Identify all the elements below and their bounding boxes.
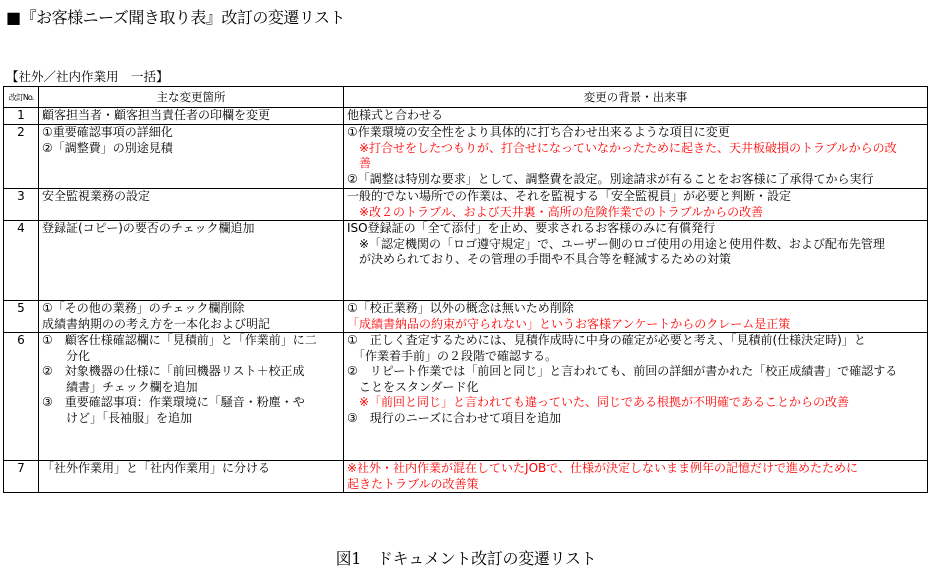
background-line: ①「校正業務」以外の概念は無いため削除: [347, 301, 574, 315]
figure-caption: 図1 ドキュメント改訂の変遷リスト: [335, 549, 597, 568]
change-cell: [39, 333, 344, 461]
table-row: [4, 461, 928, 493]
change-line: ① 顧客仕様確認欄に「見積前」と「作業前」に二: [42, 333, 317, 347]
revision-number: 2: [4, 125, 39, 189]
background-line: 他様式と合わせる: [347, 108, 444, 122]
background-line: ③ 現行のニーズに合わせて項目を追加: [347, 410, 562, 425]
background-cell: [344, 333, 928, 461]
change-cell: [39, 301, 344, 333]
table-header-row: [4, 87, 928, 108]
change-cell: [39, 189, 344, 221]
change-line: 安全監視業務の設定: [42, 189, 151, 203]
change-line: 成績書納期のの考え方を一本化および明記: [42, 316, 271, 331]
background-line: 「成績書納品の約束が守られない」というお客様アンケートからのクレーム是正策: [347, 316, 791, 331]
change-line: ①「その他の業務」のチェック欄削除: [42, 301, 245, 315]
background-line: ISO登録証の「全て添付」を止め、要求されるお客様のみに有償発行: [347, 221, 716, 235]
change-line: 登録証(コピー)の要否のチェック欄追加: [42, 221, 255, 235]
table-row: [4, 221, 928, 301]
table-row: [4, 108, 928, 125]
background-line: 一般的でない場所での作業は、それを監視する「安全監視員」が必要と判断・設定: [347, 189, 792, 203]
background-line: ② リピート作業では「前回と同じ」と言われても、前回の詳細が書かれた「校正成績書」で確認する: [347, 364, 898, 378]
change-cell: [39, 461, 344, 493]
table-row: [4, 189, 928, 221]
background-cell: [344, 108, 928, 125]
change-cell: [39, 125, 344, 189]
table-subtitle: 【社外／社内作業用 一括】: [6, 69, 169, 84]
background-line: ※改２のトラブル、および天井裏・高所の危険作業でのトラブルからの改善: [347, 204, 764, 219]
revision-number: 4: [4, 221, 39, 301]
change-line: ③ 重要確認事項：作業環境に「騒音・粉塵・や: [42, 395, 305, 409]
background-line: ※打合せをしたつもりが、打合せになっていなかったために起きた、天井板破損のトラブルからの改: [347, 140, 897, 155]
change-line: 「社外作業用」と「社内作業用」に分ける: [42, 461, 271, 475]
background-line: ① 正しく査定するためには、見積作成時に中身の確定が必要と考え、「見積前(仕様決定時)」と: [347, 333, 866, 347]
change-cell: [39, 108, 344, 125]
revision-number: 5: [4, 301, 39, 333]
header-revision-no: 改訂No.: [4, 87, 39, 108]
revision-number: 1: [4, 108, 39, 125]
document-title: ■『お客様ニーズ聞き取り表』改訂の変遷リスト: [6, 8, 345, 27]
change-line: ②「調整費」の別途見積: [42, 140, 173, 155]
table-row: [4, 125, 928, 189]
revision-table: [3, 86, 928, 493]
background-line: 善: [347, 156, 372, 170]
background-cell: [344, 301, 928, 333]
background-line: ことをスタンダード化: [347, 379, 479, 394]
background-line: ※「前回と同じ」と言われても違っていた、同じである根拠が不明確であることからの改善: [347, 395, 850, 409]
background-cell: [344, 125, 928, 189]
background-line: 起きたトラブルの改善策: [347, 476, 479, 491]
background-cell: [344, 189, 928, 221]
background-line: 「作業着手前」の２段階で確認する。: [347, 348, 558, 363]
background-cell: [344, 461, 928, 493]
background-line: ※社外・社内作業が混在していたJOBで、仕様が決定しないまま例年の記憶だけで進めたために: [347, 461, 859, 475]
revision-number: 7: [4, 461, 39, 493]
change-line: ①重要確認事項の詳細化: [42, 125, 173, 139]
background-cell: [344, 221, 928, 301]
change-line: 績書」チェック欄を追加: [42, 379, 198, 394]
change-cell: [39, 221, 344, 301]
revision-number: 6: [4, 333, 39, 461]
change-line: けど」「長袖服」を追加: [42, 410, 193, 425]
table-row: [4, 301, 928, 333]
revision-number: 3: [4, 189, 39, 221]
change-line: ② 対象機器の仕様に「前回機器リスト＋校正成: [42, 364, 305, 378]
header-changes: 主な変更箇所: [39, 87, 344, 108]
header-background: 変更の背景・出来事: [344, 87, 928, 108]
background-line: ※「認定機関の「ロゴ遵守規定」で、ユーザー側のロゴ使用の用途と使用件数、および配布先管理: [347, 236, 885, 251]
table-row: [4, 333, 928, 461]
change-line: 顧客担当者・顧客担当責任者の印欄を変更: [42, 108, 271, 122]
background-line: ②「調整は特別な要求」として、調整費を設定。別途請求が有ることをお客様に了承得てから実行: [347, 171, 874, 186]
background-line: ①作業環境の安全性をより具体的に打ち合わせ出来るような項目に変更: [347, 125, 730, 139]
change-line: 分化: [42, 348, 91, 363]
background-line: が決められており、その管理の手間や不具合等を軽減するための対策: [347, 252, 732, 266]
